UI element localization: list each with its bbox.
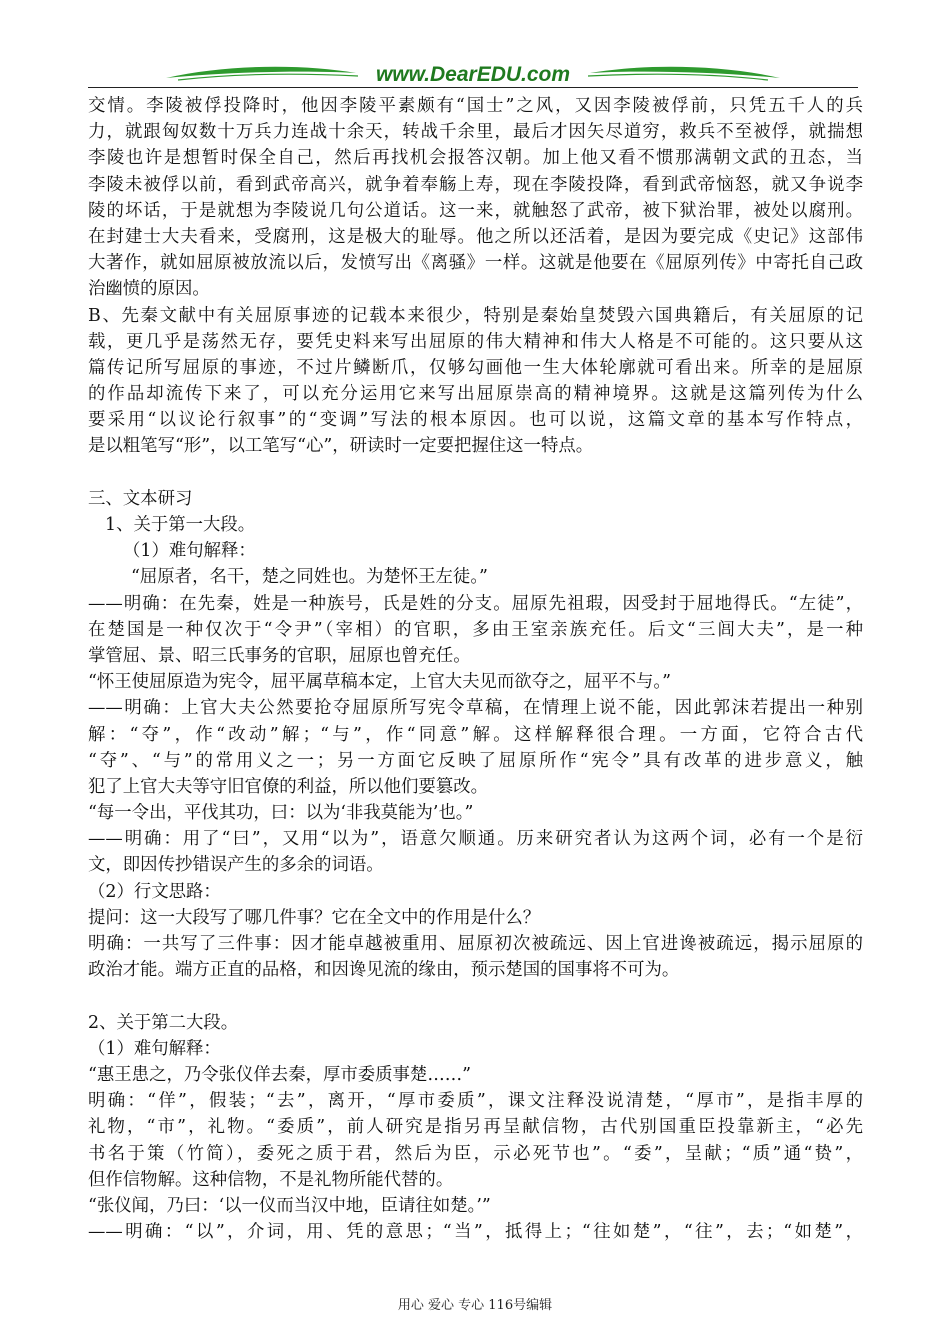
text-line: 的作品却流传下来了，可以充分运用它来写出屈原崇高的精神境界。这就是这篇列传为什么	[88, 384, 863, 405]
text-line: ——明确：上官大夫公然要抢夺屈原所写宪令草稿，在情理上说不能，因此郭沫若提出一种别	[88, 698, 863, 719]
text-line: 李陵未被俘以前，看到武帝高兴，就争着奉觞上寿，现在李陵投降，看到武帝恼怒，就又争说李	[88, 174, 863, 195]
subsection-heading: 2、关于第二大段。	[88, 1012, 239, 1033]
text-line: 篇传记所写屈原的事迹，不过片鳞断爪，仅够勾画他一生大体轮廓就可看出来。所幸的是屈原	[88, 357, 863, 378]
text-line: 明确：“佯”，假装；“去”，离开，“厚市委质”，课文注释没说清楚，“厚市”，是指丰厚的	[88, 1091, 863, 1112]
text-line: 在楚国是一种仅次于“令尹”（宰相）的官职，多由王室亲族充任。后文“三闾大夫”，是一种	[88, 619, 863, 640]
subsection-heading: 1、关于第一大段。	[105, 515, 256, 535]
text-line: 要采用“以议论行叙事”的“变调”写法的根本原因。也可以说，这篇文章的基本写作特点，	[88, 410, 863, 431]
text-line: B、先秦文献中有关屈原事迹的记载本来很少，特别是秦始皇焚毁六国典籍后，有关屈原的记	[88, 305, 863, 326]
text-line: 书名于策（竹简），委死之质于君，然后为臣，示必死节也”。“委”，呈献；“质”通“贽”，	[88, 1143, 863, 1164]
page-footer: 用心 爱心 专心 116号编辑	[397, 1298, 553, 1313]
right-swoosh	[590, 67, 780, 78]
text-line: 陵的坏话，于是就想为李陵说几句公道话。这一来，就触怒了武帝，被下狱治罪，被处以腐刑。	[88, 200, 863, 221]
header-swoosh-graphic	[88, 58, 858, 88]
left-swoosh-tail	[178, 74, 358, 80]
site-header-banner	[88, 58, 858, 88]
text-line: 犯了上官大夫等守旧官僚的利益，所以他们要篡改。	[88, 776, 488, 797]
text-line: 载，更几乎是荡然无存，要凭史料来写出屈原的伟大精神和伟大人格是不可能的。这只要从这	[88, 331, 863, 352]
text-line: 交情。李陵被俘投降时，他因李陵平素颇有“国士”之风，又因李陵被俘前，只凭五千人的兵	[88, 96, 863, 116]
text-line: ——明确：“以”，介词，用、凭的意思；“当”，抵得上；“往如楚”，“往”，去；“如楚”，	[88, 1222, 863, 1243]
text-line: “夺”、“与”的常用义之一；另一方面它反映了屈原所作“宪令”具有改革的进步意义，触	[88, 750, 863, 771]
section-heading: 三、文本研习	[88, 488, 193, 509]
text-line: ——明确：用了“曰”，又用“以为”，语意欠顺通。历来研究者认为这两个词，必有一个是衍	[88, 829, 863, 850]
text-line: 政治才能。端方正直的品格，和因谗见流的缘由，预示楚国的国事将不可为。	[88, 960, 680, 981]
text-line: 是以粗笔写“形”，以工笔写“心”，研读时一定要把握住这一特点。	[88, 436, 594, 457]
text-line: 力，就跟匈奴数十万兵力连战十余天，转战千余里，最后才因矢尽道穷，救兵不至被俘，就揣想	[88, 122, 863, 143]
text-line: 解：“夺”，作“改动”解；“与”，作“同意”解。这样解释很合理。一方面，它符合古代	[88, 724, 863, 745]
site-url-logo: www.DearEDU.com	[375, 63, 571, 86]
quoted-sentence: “惠王患之，乃令张仪佯去秦，厚市委质事楚……”	[88, 1064, 471, 1085]
question-line: 提问：这一大段写了哪几件事？它在全文中的作用是什么？	[88, 907, 541, 928]
quoted-sentence: “怀王使屈原造为宪令，屈平属草稿本定，上官大夫见而欲夺之，屈平不与。”	[88, 672, 671, 693]
text-line: 但作信物解。这种信物，不是礼物所能代替的。	[88, 1169, 454, 1190]
left-swoosh	[166, 67, 356, 78]
text-line: 治幽愤的原因。	[88, 279, 210, 300]
blank-line	[88, 460, 863, 486]
quoted-sentence: “每一令出，平伐其功，曰：以为‘非我莫能为’也。”	[88, 803, 474, 824]
text-line: 礼物，“市”，礼物。“委质”，前人研究是指另再呈献信物，古代别国重臣投靠新主，“必先	[88, 1117, 863, 1138]
item-heading: （1）难句解释：	[123, 541, 256, 562]
item-heading: （2）行文思路：	[88, 881, 221, 902]
text-line: 在封建士大夫看来，受腐刑，这是极大的耻辱。他之所以还活着，是因为要完成《史记》这部伟	[88, 226, 863, 247]
text-line: 掌管屈、景、昭三氏事务的官职，屈原也曾充任。	[88, 645, 471, 666]
quoted-sentence: “张仪闻，乃曰：‘以一仪而当汉中地，臣请往如楚。’”	[88, 1195, 491, 1216]
text-line: ——明确：在先秦，姓是一种族号，氏是姓的分支。屈原先祖瑕，因受封于屈地得氏。“左徒”，	[88, 593, 863, 614]
blank-line	[88, 983, 863, 1009]
text-line: 明确：一共写了三件事：因才能卓越被重用、屈原初次被疏远、因上官进谗被疏远，揭示屈原的	[88, 934, 863, 954]
header-divider	[88, 87, 858, 88]
text-line: 大著作，就如屈原被放流以后，发愤写出《离骚》一样。这就是他要在《屈原列传》中寄托自己政	[88, 253, 863, 274]
quoted-sentence: “屈原者，名干，楚之同姓也。为楚怀王左徒。”	[131, 567, 488, 588]
item-heading: （1）难句解释：	[88, 1038, 221, 1059]
text-line: 李陵也许是想暂时保全自己，然后再找机会报答汉朝。加上他又看不惯那满朝文武的丑态，当	[88, 148, 863, 169]
right-swoosh-tail	[588, 74, 768, 80]
text-line: 文，即因传抄错误产生的多余的词语。	[88, 855, 384, 876]
document-body	[88, 93, 863, 1245]
